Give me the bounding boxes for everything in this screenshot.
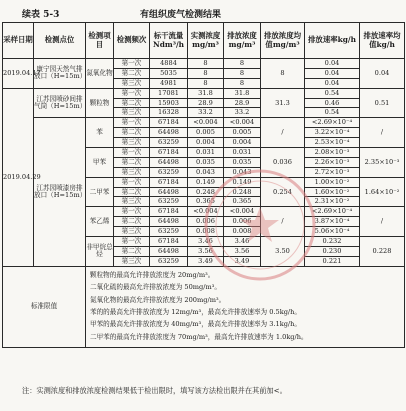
sampling-date: 2019.04.29 [3,88,34,266]
frequency: 第三次 [114,197,150,207]
frequency: 第一次 [114,148,150,158]
limit-line: 氮氧化物的最高允许排放浓度为 200mg/m³。 [90,295,226,304]
measured-conc: 0.006 [188,217,224,227]
table-continuation-label: 续表 5-3 [22,10,60,20]
emission-conc: 0.035 [224,157,261,167]
sampling-date: 2019.04.17 [3,59,34,89]
emission-conc: 31.8 [224,88,261,98]
emission-rate: 1.60×10⁻² [305,187,360,197]
header-row [3,23,405,59]
results-table [2,22,405,348]
sampling-point: 江苏园喷砂间排气筒（H=15m） [34,88,86,118]
test-item: 甲苯 [86,148,114,178]
frequency: 第二次 [114,187,150,197]
measured-conc: 31.8 [188,88,224,98]
measured-conc: 0.248 [188,187,224,197]
limits-text [86,266,405,347]
mean-conc: / [261,118,305,148]
emission-rate: 1.00×10⁻² [305,177,360,187]
emission-rate: 0.46 [305,98,360,108]
frequency: 第三次 [114,138,150,148]
limits-label: 标准限值 [3,266,86,347]
header-cell: 排放浓度均值mg/m³ [261,23,305,59]
emission-conc: 3.49 [224,256,261,266]
emission-rate: 0.54 [305,88,360,98]
frequency: 第一次 [114,237,150,247]
mean-conc: / [261,207,305,237]
header-cell: 检测项目 [86,23,114,59]
header-cell: 采样日期 [3,23,34,59]
emission-conc: 33.2 [224,108,261,118]
mean-conc: 0.254 [261,177,305,207]
test-item: 苯 [86,118,114,148]
test-item: 颗粒物 [86,88,114,118]
emission-rate: <2.69×10⁻⁴ [305,118,360,128]
emission-rate: 5.06×10⁻⁴ [305,227,360,237]
emission-conc: <0.004 [224,207,261,217]
frequency: 第三次 [114,78,150,88]
measured-conc: 0.008 [188,227,224,237]
emission-conc: 28.9 [224,98,261,108]
flow-value: 64498 [150,246,188,256]
emission-rate: 2.31×10⁻² [305,197,360,207]
emission-rate: 2.26×10⁻³ [305,157,360,167]
flow-value: 67184 [150,177,188,187]
emission-conc: 0.008 [224,227,261,237]
flow-value: 67184 [150,237,188,247]
header-cell: 标干流量Ndm³/h [150,23,188,59]
test-item: 二甲苯 [86,177,114,207]
flow-value: 67184 [150,207,188,217]
mean-conc: 3.50 [261,237,305,267]
header-cell: 排放速率kg/h [305,23,360,59]
limit-line: 苯的的最高允许排放浓度为 12mg/m³，最高允许排放速率为 0.5kg/h。 [90,307,301,316]
measured-conc: 0.149 [188,177,224,187]
measured-conc: 3.46 [188,237,224,247]
flow-value: 64498 [150,187,188,197]
emission-conc: 0.043 [224,167,261,177]
limit-line: 二甲苯的最高允许排放浓度为 70mg/m³，最高允许排放速率为 1.0kg/h。 [90,332,308,341]
limit-line: 甲苯的最高允许排放浓度为 40mg/m³，最高允许排放速率为 3.1kg/h。 [90,320,301,329]
flow-value: 67184 [150,118,188,128]
frequency: 第二次 [114,98,150,108]
frequency: 第二次 [114,128,150,138]
measured-conc: 8 [188,59,224,69]
measured-conc: 3.49 [188,256,224,266]
test-item: 苯乙烯 [86,207,114,237]
emission-rate: 2.08×10⁻³ [305,148,360,158]
mean-rate: 0.228 [360,237,405,267]
mean-rate: 1.64×10⁻² [360,177,405,207]
emission-rate: 0.04 [305,68,360,78]
header-cell: 检测点位 [34,23,86,59]
measured-conc: 33.2 [188,108,224,118]
measured-conc: 0.365 [188,197,224,207]
limit-line: 颗粒物的最高允许排放浓度为 20mg/m³。 [90,270,215,279]
frequency: 第三次 [114,108,150,118]
measured-conc: <0.004 [188,118,224,128]
emission-conc: 8 [224,59,261,69]
emission-conc: 0.149 [224,177,261,187]
measured-conc: 8 [188,78,224,88]
measured-conc: 3.56 [188,246,224,256]
flow-value: 15903 [150,98,188,108]
flow-value: 63259 [150,138,188,148]
measured-conc: 0.035 [188,157,224,167]
mean-conc: 0.036 [261,148,305,178]
frequency: 第二次 [114,68,150,78]
frequency: 第一次 [114,118,150,128]
emission-rate: 3.22×10⁻⁴ [305,128,360,138]
table-row [3,88,405,98]
emission-conc: 8 [224,78,261,88]
flow-value: 17081 [150,88,188,98]
emission-conc: 3.46 [224,237,261,247]
flow-value: 63259 [150,256,188,266]
measured-conc: 0.005 [188,128,224,138]
emission-rate: 2.53×10⁻⁴ [305,138,360,148]
flow-value: 4884 [150,59,188,69]
frequency: 第三次 [114,227,150,237]
flow-value: 64498 [150,157,188,167]
header-cell: 实测浓度mg/m³ [188,23,224,59]
test-item: 氮氧化物 [86,59,114,89]
emission-conc: 0.031 [224,148,261,158]
emission-conc: 0.005 [224,128,261,138]
flow-value: 63259 [150,227,188,237]
flow-value: 67184 [150,148,188,158]
emission-rate: 0.04 [305,78,360,88]
sampling-point: 康宁园天然气排放口（H=15m） [34,59,86,89]
emission-conc: 8 [224,68,261,78]
flow-value: 63259 [150,167,188,177]
frequency: 第一次 [114,88,150,98]
mean-rate: 0.04 [360,59,405,89]
emission-conc: 0.248 [224,187,261,197]
emission-rate: 0.232 [305,237,360,247]
emission-rate: <2.69×10⁻⁴ [305,207,360,217]
frequency: 第二次 [114,217,150,227]
mean-rate: 2.35×10⁻³ [360,148,405,178]
measured-conc: 0.031 [188,148,224,158]
header-cell: 排放浓度mg/m³ [224,23,261,59]
flow-value: 16328 [150,108,188,118]
emission-rate: 3.87×10⁻⁴ [305,217,360,227]
emission-conc: 0.004 [224,138,261,148]
measured-conc: 0.043 [188,167,224,177]
table-title: 有组织废气检测结果 [140,10,222,20]
frequency: 第二次 [114,246,150,256]
frequency: 第一次 [114,177,150,187]
emission-rate: 0.221 [305,256,360,266]
frequency: 第一次 [114,59,150,69]
table-row [3,118,405,128]
header-cell: 排放速率均值kg/h [360,23,405,59]
emission-rate: 2.72×10⁻³ [305,167,360,177]
frequency: 第二次 [114,157,150,167]
emission-conc: 3.56 [224,246,261,256]
emission-rate: 0.04 [305,59,360,69]
flow-value: 64498 [150,217,188,227]
emission-rate: 0.54 [305,108,360,118]
footnote: 注：实测浓度和排放浓度检测结果低于检出限时，填写该方法检出限并在其前加<。 [22,386,287,395]
mean-rate: / [360,118,405,148]
table-row [3,59,405,69]
mean-conc: 8 [261,59,305,89]
flow-value: 5035 [150,68,188,78]
mean-conc: 31.3 [261,88,305,118]
header-cell: 检测频次 [114,23,150,59]
sampling-point: 江苏园喷漆房排放口（H=15m） [34,118,86,266]
flow-value: 63259 [150,197,188,207]
frequency: 第一次 [114,207,150,217]
mean-rate: / [360,207,405,237]
frequency: 第三次 [114,167,150,177]
emission-conc: <0.004 [224,118,261,128]
test-item: 非甲烷总烃 [86,237,114,267]
emission-conc: 0.006 [224,217,261,227]
frequency: 第三次 [114,256,150,266]
measured-conc: 0.004 [188,138,224,148]
flow-value: 64498 [150,128,188,138]
flow-value: 4981 [150,78,188,88]
limits-row [3,266,405,347]
mean-rate: 0.51 [360,88,405,118]
emission-rate: 0.230 [305,246,360,256]
measured-conc: <0.004 [188,207,224,217]
emission-conc: 0.365 [224,197,261,207]
measured-conc: 28.9 [188,98,224,108]
limit-line: 二氧化硫的最高允许排放浓度为 50mg/m³。 [90,283,221,292]
measured-conc: 8 [188,68,224,78]
